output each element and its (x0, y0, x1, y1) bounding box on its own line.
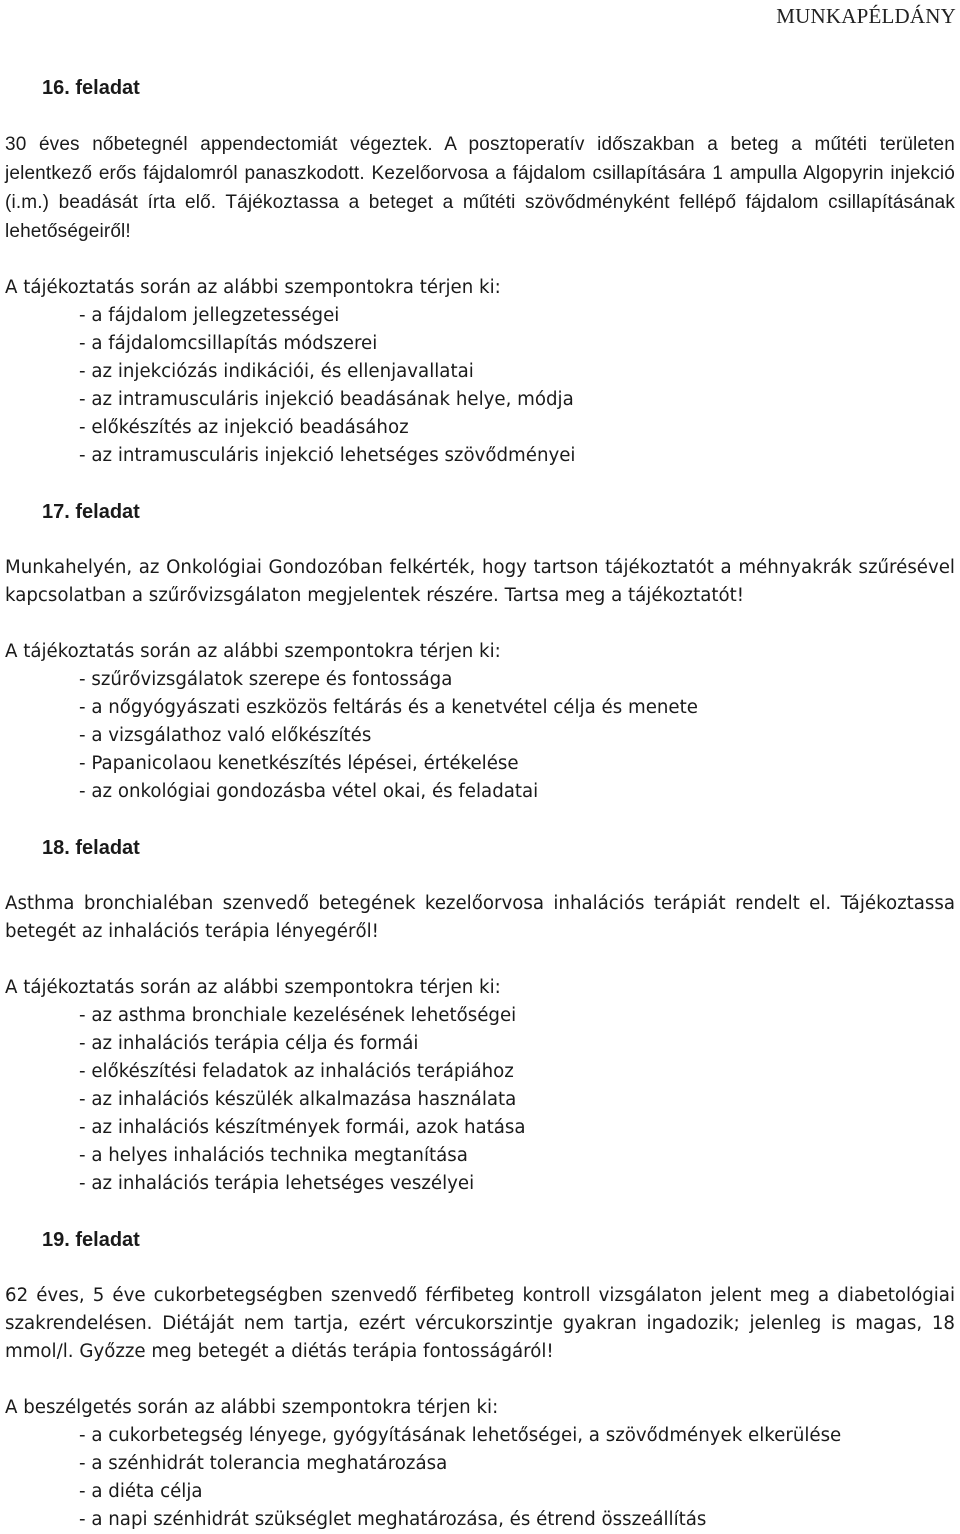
document-body (5, 74, 955, 1534)
list-item: - a fájdalomcsillapítás módszerei (79, 333, 378, 354)
list-item: - előkészítési feladatok az inhalációs terápiához (79, 1061, 514, 1082)
task-19 (5, 1226, 955, 1534)
list-item: - a diéta célja (79, 1481, 203, 1502)
list-item: - Papanicolaou kenetkészítés lépései, értékelése (79, 753, 519, 774)
list-item: - az injekciózás indikációi, és ellenjavallatai (79, 361, 474, 382)
list-item: - az inhalációs terápia lehetséges veszélyei (79, 1173, 475, 1194)
task-description: 30 éves nőbetegnél appendectomiát végeztek. A posztoperatív időszakban a beteg a műtéti területen jelentkező erős fájdalomról panaszkodott. Kezelőorvosa a fájdalom csillapítására 1 ampulla Algopyrin injekció (i.m.) beadását írta elő. Tájékoztassa a beteget a műtéti szövődményként fellépő fájdalom csillapításának lehetőségeiről! (5, 134, 955, 242)
task-title: 17. feladat (42, 501, 140, 523)
task-points (5, 1002, 955, 1198)
list-item: - az intramusculáris injekció lehetséges szövődményei (79, 445, 576, 466)
list-item: - a fájdalom jellegzetességei (79, 305, 340, 326)
task-intro: A beszélgetés során az alábbi szempontokra térjen ki: (5, 1397, 499, 1418)
list-item: - szűrővizsgálatok szerepe és fontossága (79, 669, 453, 690)
task-intro: A tájékoztatás során az alábbi szempontokra térjen ki: (5, 977, 501, 998)
list-item: - az inhalációs készítmények formái, azok hatása (79, 1117, 526, 1138)
document-header-mark: MUNKAPÉLDÁNY (776, 4, 956, 28)
task-points (5, 302, 955, 470)
task-title: 16. feladat (42, 77, 140, 99)
list-item: - a vizsgálathoz való előkészítés (79, 725, 372, 746)
task-17 (5, 498, 955, 806)
list-item: - a napi szénhidrát szükséglet meghatározása, és étrend összeállítás (79, 1509, 707, 1530)
list-item: - az inhalációs terápia célja és formái (79, 1033, 419, 1054)
list-item: - a szénhidrát tolerancia meghatározása (79, 1453, 448, 1474)
list-item: - az intramusculáris injekció beadásának helye, módja (79, 389, 574, 410)
task-18 (5, 834, 955, 1198)
task-intro: A tájékoztatás során az alábbi szempontokra térjen ki: (5, 277, 501, 298)
task-points (5, 1422, 955, 1534)
list-item: - a nőgyógyászati eszközös feltárás és a kenetvétel célja és menete (79, 697, 698, 718)
task-description: 62 éves, 5 éve cukorbetegségben szenvedő férfibeteg kontroll vizsgálaton jelent meg a diabetológiai szakrendelésen. Diétáját nem tartja, ezért vércukorszintje gyakran ingadozik; jelenleg is magas, 18 mmol/l. Győzze meg betegét a diétás terápia fontosságáról! (5, 1285, 955, 1362)
list-item: - az onkológiai gondozásba vétel okai, és feladatai (79, 781, 539, 802)
task-title: 18. feladat (42, 837, 140, 859)
task-title: 19. feladat (42, 1229, 140, 1251)
task-description: Munkahelyén, az Onkológiai Gondozóban felkérték, hogy tartson tájékoztatót a méhnyakrák szűrésével kapcsolatban a szűrővizsgálaton megjelentek részére. Tartsa meg a tájékoztatót! (5, 557, 955, 606)
list-item: - előkészítés az injekció beadásához (79, 417, 409, 438)
list-item: - a cukorbetegség lényege, gyógyításának lehetőségei, a szövődmények elkerülése (79, 1425, 842, 1446)
list-item: - a helyes inhalációs technika megtanítása (79, 1145, 468, 1166)
task-points (5, 666, 955, 806)
task-intro: A tájékoztatás során az alábbi szempontokra térjen ki: (5, 641, 501, 662)
task-16 (5, 74, 955, 470)
list-item: - az asthma bronchiale kezelésének lehetőségei (79, 1005, 517, 1026)
list-item: - az inhalációs készülék alkalmazása használata (79, 1089, 517, 1110)
task-description: Asthma bronchialéban szenvedő betegének kezelőorvosa inhalációs terápiát rendelt el. Tájékoztassa betegét az inhalációs terápia lényegéről! (5, 893, 955, 942)
